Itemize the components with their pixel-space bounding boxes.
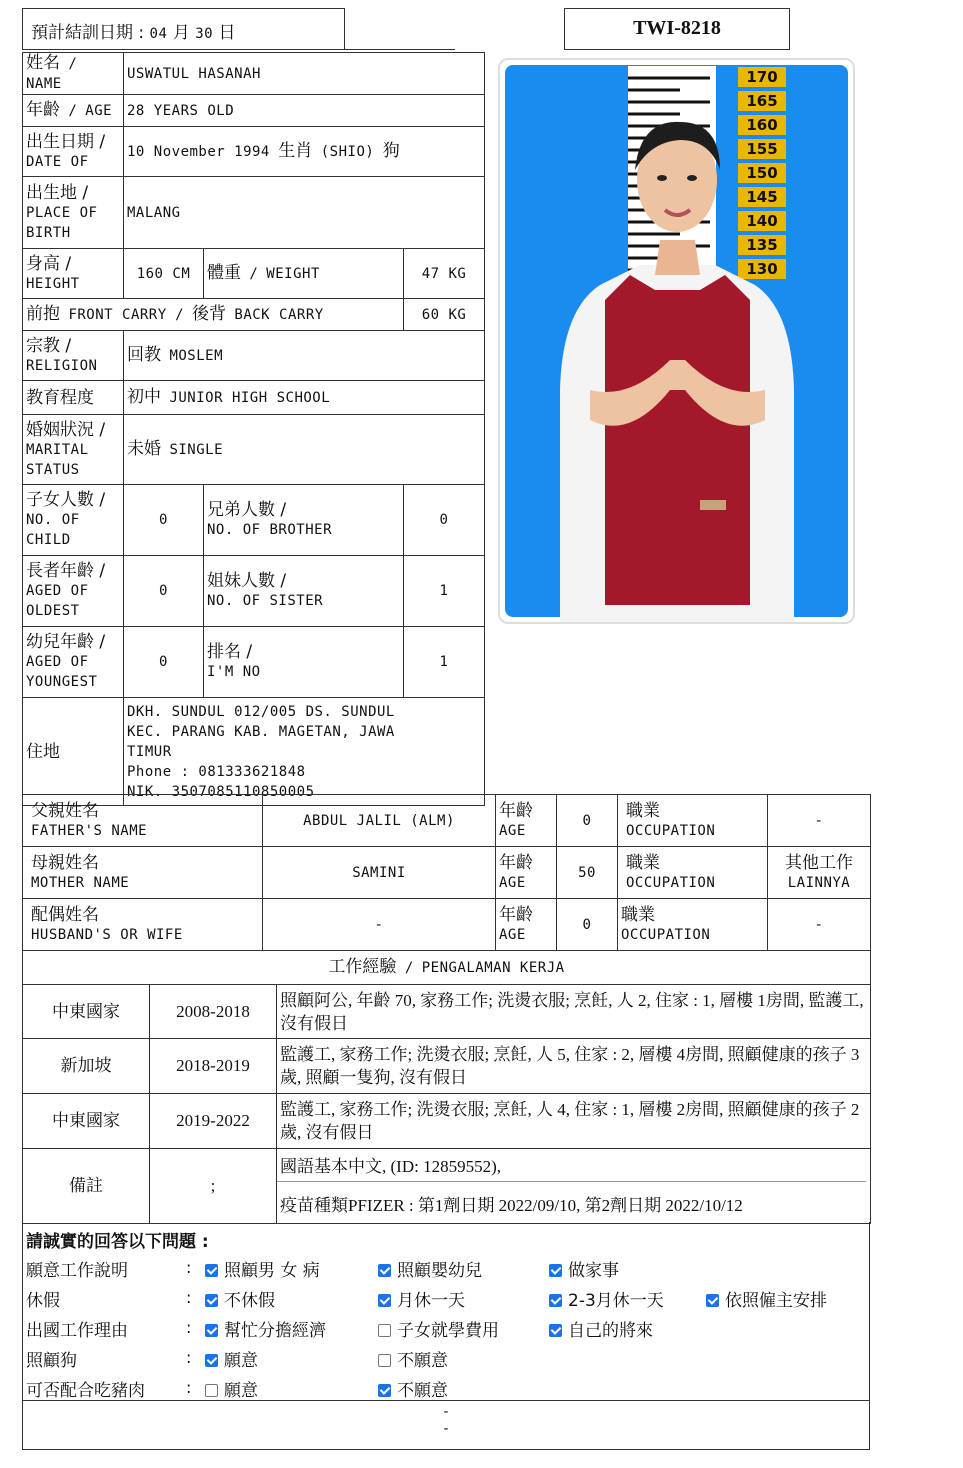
- option-checkbox[interactable]: 2-3月休一天: [549, 1286, 664, 1311]
- children-label: 子女人數 / NO. OF CHILD: [23, 485, 124, 556]
- spouse-value: -: [263, 899, 496, 951]
- sister-value: 1: [404, 556, 485, 627]
- sister-label: 姐妹人數 / NO. OF SISTER: [204, 556, 404, 627]
- option-checkbox[interactable]: 幫忙分擔經濟: [205, 1316, 326, 1341]
- address-label: 住地: [23, 698, 124, 806]
- ruler-mark: 170: [746, 68, 778, 86]
- training-month: 04: [149, 26, 168, 42]
- remarks-line: 國語基本中文, (ID: 12859552),: [277, 1153, 866, 1182]
- option-checkbox[interactable]: 不休假: [205, 1286, 275, 1311]
- experience-row: [23, 985, 871, 1039]
- age-value: 28 YEARS OLD: [124, 95, 485, 127]
- checkbox-checked-icon[interactable]: [205, 1294, 218, 1307]
- code-box: [564, 8, 790, 50]
- rank-label: 排名 / I'M NO: [204, 627, 404, 698]
- father-occ: -: [768, 795, 871, 847]
- age-label: 年齡 / AGE: [23, 95, 124, 127]
- day-char: 日: [218, 23, 236, 43]
- checkbox-checked-icon[interactable]: [378, 1384, 391, 1397]
- experience-country: 新加坡: [23, 1039, 150, 1094]
- ruler-mark: 155: [746, 140, 778, 158]
- height-value: 160 CM: [124, 249, 204, 299]
- question-colon: :: [186, 1378, 192, 1397]
- remarks-value: [277, 1149, 871, 1224]
- option-checkbox[interactable]: 依照僱主安排: [706, 1286, 827, 1311]
- spouse-age-label: 年齡 AGE: [496, 899, 557, 951]
- mother-age-label: 年齡 AGE: [496, 847, 557, 899]
- name-label: 姓名 / NAME: [23, 53, 124, 95]
- ruler-mark: 150: [746, 164, 778, 182]
- option-checkbox[interactable]: 照顧嬰幼兒: [378, 1256, 482, 1281]
- questions-title: 請誠實的回答以下問題 :: [26, 1232, 209, 1252]
- checkbox-unchecked-icon[interactable]: [378, 1324, 391, 1337]
- option-checkbox[interactable]: 做家事: [549, 1256, 619, 1281]
- option-checkbox[interactable]: 願意: [205, 1376, 258, 1401]
- question-label: 休假: [26, 1291, 60, 1311]
- father-label: 父親姓名 FATHER'S NAME: [23, 795, 263, 847]
- brother-label: 兄弟人數 / NO. OF BROTHER: [204, 485, 404, 556]
- height-label: 身高 / HEIGHT: [23, 249, 124, 299]
- oldest-value: 0: [124, 556, 204, 627]
- religion-label: 宗教 / RELIGION: [23, 331, 124, 381]
- checkbox-checked-icon[interactable]: [205, 1324, 218, 1337]
- ruler-mark: 165: [746, 92, 778, 110]
- option-checkbox[interactable]: 自己的將來: [549, 1316, 653, 1341]
- experience-years: 2019-2022: [150, 1094, 277, 1149]
- checkbox-unchecked-icon[interactable]: [378, 1354, 391, 1367]
- option-checkbox[interactable]: 願意: [205, 1346, 258, 1371]
- father-value: ABDUL JALIL (ALM): [263, 795, 496, 847]
- training-date: [31, 18, 235, 43]
- mother-occ-label: 職業 OCCUPATION: [618, 847, 768, 899]
- training-date-label: 預計結訓日期 :: [31, 23, 150, 43]
- spouse-occ-label: 職業 OCCUPATION: [618, 899, 768, 951]
- mother-occ: 其他工作 LAINNYA: [768, 847, 871, 899]
- experience-title: 工作經驗 / PENGALAMAN KERJA: [23, 951, 871, 985]
- header-line: [345, 49, 455, 50]
- name-value: USWATUL HASANAH: [124, 53, 485, 95]
- experience-years: 2018-2019: [150, 1039, 277, 1094]
- checkbox-checked-icon[interactable]: [549, 1324, 562, 1337]
- family-table: [22, 794, 871, 985]
- experience-desc: 監護工, 家務工作; 洗燙衣服; 烹飪, 人 4, 住家 : 1, 層樓 2房間, 照顧健康的孩子 2 歲, 沒有假日: [277, 1094, 871, 1149]
- checkbox-checked-icon[interactable]: [378, 1294, 391, 1307]
- rank-value: 1: [404, 627, 485, 698]
- experience-years: 2008-2018: [150, 985, 277, 1039]
- checkbox-unchecked-icon[interactable]: [205, 1384, 218, 1397]
- experience-table: [22, 984, 871, 1224]
- carry-value: 60 KG: [404, 299, 485, 331]
- pob-label: 出生地 / PLACE OF BIRTH: [23, 177, 124, 249]
- mother-value: SAMINI: [263, 847, 496, 899]
- question-colon: :: [186, 1348, 192, 1367]
- dob-value: 10 November 1994 生肖 (SHIO) 狗: [124, 127, 485, 177]
- youngest-label: 幼兒年齡 / AGED OF YOUNGEST: [23, 627, 124, 698]
- marital-label: 婚姻狀況 / MARITAL STATUS: [23, 415, 124, 485]
- children-value: 0: [124, 485, 204, 556]
- option-checkbox[interactable]: 子女就學費用: [378, 1316, 499, 1341]
- experience-country: 中東國家: [23, 1094, 150, 1149]
- ruler-mark: 145: [746, 188, 778, 206]
- checkbox-checked-icon[interactable]: [205, 1264, 218, 1277]
- weight-value: 47 KG: [404, 249, 485, 299]
- pob-value: MALANG: [124, 177, 485, 249]
- footer-dashes: - -: [441, 1404, 451, 1437]
- remarks-colon: ;: [150, 1149, 277, 1224]
- father-age-label: 年齡 AGE: [496, 795, 557, 847]
- oldest-label: 長者年齡 / AGED OF OLDEST: [23, 556, 124, 627]
- checkbox-checked-icon[interactable]: [205, 1354, 218, 1367]
- mother-label: 母親姓名 MOTHER NAME: [23, 847, 263, 899]
- mother-age: 50: [557, 847, 618, 899]
- checkbox-checked-icon[interactable]: [549, 1294, 562, 1307]
- youngest-value: 0: [124, 627, 204, 698]
- address-value: DKH. SUNDUL 012/005 DS. SUNDUL KEC. PARANG KAB. MAGETAN, JAWA TIMUR Phone : 081333621848 NIK. 3507085110850005: [124, 698, 485, 806]
- experience-desc: 監護工, 家務工作; 洗燙衣服; 烹飪, 人 5, 住家 : 2, 層樓 4房間, 照顧健康的孩子 3 歲, 照顧一隻狗, 沒有假日: [277, 1039, 871, 1094]
- option-checkbox[interactable]: 月休一天: [378, 1286, 465, 1311]
- candidate-photo: [498, 58, 855, 624]
- experience-row: [23, 1094, 871, 1149]
- question-label: 願意工作說明: [26, 1261, 128, 1281]
- father-age: 0: [557, 795, 618, 847]
- option-checkbox[interactable]: 不願意: [378, 1346, 448, 1371]
- question-label: 出國工作理由: [26, 1321, 128, 1341]
- month-char: 月: [172, 23, 190, 43]
- education-value: 初中 JUNIOR HIGH SCHOOL: [124, 381, 485, 415]
- spouse-occ: -: [768, 899, 871, 951]
- education-label: 教育程度: [23, 381, 124, 415]
- ruler-mark: 160: [746, 116, 778, 134]
- experience-desc: 照顧阿公, 年齡 70, 家務工作; 洗燙衣服; 烹飪, 人 2, 住家 : 1, 層樓 1房間, 監護工, 沒有假日: [277, 985, 871, 1039]
- remarks-line: 疫苗種類PFIZER : 第1劑日期 2022/09/10, 第2劑日期 2022/10/12: [280, 1195, 743, 1215]
- option-checkbox[interactable]: 不願意: [378, 1376, 448, 1401]
- ruler-mark: 140: [746, 212, 778, 230]
- experience-country: 中東國家: [23, 985, 150, 1039]
- question-label: 照顧狗: [26, 1351, 77, 1371]
- carry-label: 前抱 FRONT CARRY / 後背 BACK CARRY: [23, 299, 404, 331]
- experience-row: [23, 1039, 871, 1094]
- brother-value: 0: [404, 485, 485, 556]
- religion-value: 回教 MOSLEM: [124, 331, 485, 381]
- checkbox-checked-icon[interactable]: [549, 1264, 562, 1277]
- profile-table: [22, 52, 485, 806]
- dob-label: 出生日期 / DATE OF: [23, 127, 124, 177]
- father-occ-label: 職業 OCCUPATION: [618, 795, 768, 847]
- question-colon: :: [186, 1258, 192, 1277]
- marital-value: 未婚 SINGLE: [124, 415, 485, 485]
- remarks-label: 備註: [23, 1149, 150, 1224]
- training-day: 30: [195, 26, 214, 42]
- spouse-age: 0: [557, 899, 618, 951]
- question-colon: :: [186, 1318, 192, 1337]
- checkbox-checked-icon[interactable]: [378, 1264, 391, 1277]
- question-colon: :: [186, 1288, 192, 1307]
- worker-code: TWI-8218: [633, 17, 721, 39]
- ruler-mark: 130: [746, 260, 778, 278]
- question-label: 可否配合吃豬肉: [26, 1381, 145, 1401]
- ruler-mark: 135: [746, 236, 778, 254]
- checkbox-checked-icon[interactable]: [706, 1294, 719, 1307]
- weight-label: 體重 / WEIGHT: [204, 249, 404, 299]
- option-checkbox[interactable]: 照顧男 女 病: [205, 1256, 320, 1281]
- training-date-box: [22, 8, 345, 50]
- spouse-label: 配偶姓名 HUSBAND'S OR WIFE: [23, 899, 263, 951]
